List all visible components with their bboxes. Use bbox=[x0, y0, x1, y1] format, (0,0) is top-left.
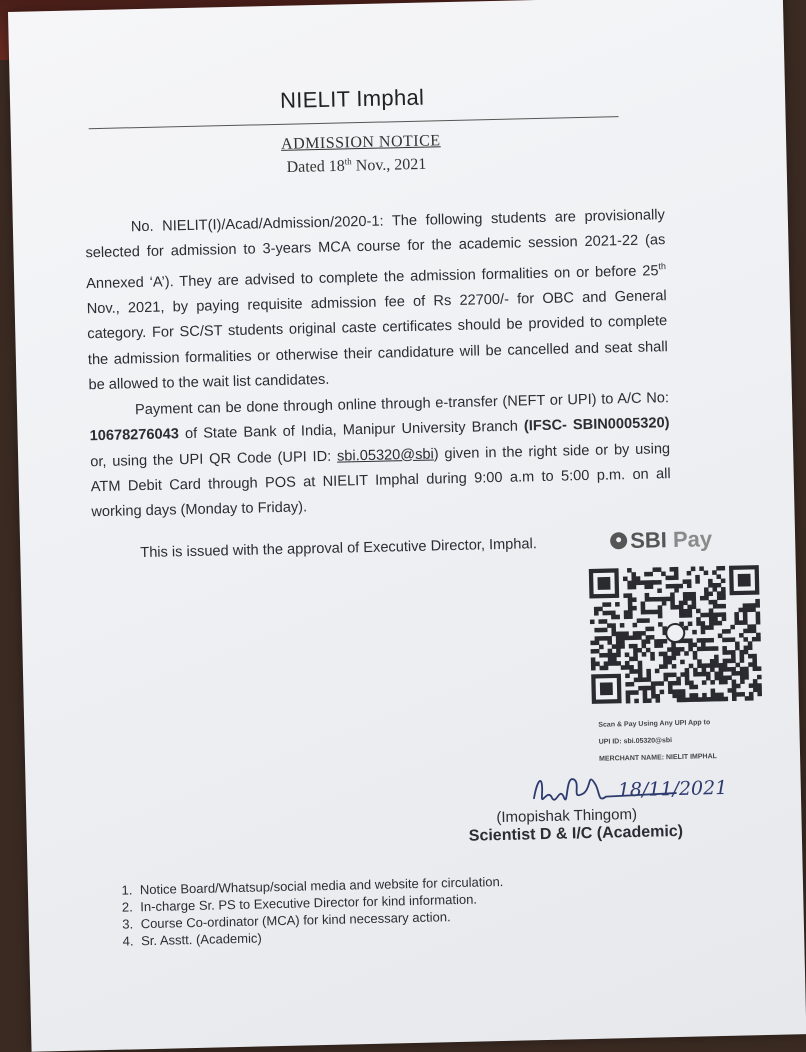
upi-qr-code bbox=[589, 565, 762, 704]
copy-to-item: 2. In-charge Sr. PS to Executive Director for kind information. bbox=[136, 890, 504, 915]
signer-name: (Imopishak Thingom) bbox=[496, 805, 638, 827]
document-title: NIELIT Imphal bbox=[279, 84, 425, 113]
copy-to-item: 4. Sr. Asstt. (Academic) bbox=[137, 924, 505, 949]
copy-to-item: 1. Notice Board/Whatsup/social media and website for circulation. bbox=[136, 873, 504, 898]
notice-date bbox=[286, 155, 426, 177]
payment-text-4: ) given in the right side or by using ATM Debit Card through POS at NIELIT Imphal during 9:00 a.m to 5:00 p.m. on all working days (Monday to Friday). bbox=[90, 440, 671, 521]
qr-caption-line-3: MERCHANT NAME: NIELIT IMPHAL bbox=[599, 753, 717, 763]
ifsc-code: (IFSC- SBIN0005320) bbox=[523, 415, 670, 435]
payment-paragraph bbox=[89, 386, 672, 526]
qr-caption bbox=[598, 714, 717, 768]
title-divider bbox=[89, 116, 619, 129]
notice-heading: ADMISSION NOTICE bbox=[280, 132, 441, 153]
approval-note: This is issued with the approval of Executive Director, Imphal. bbox=[140, 536, 538, 562]
copy-to-item: 3. Course Co-ordinator (MCA) for kind necessary action. bbox=[137, 907, 505, 932]
notice-document bbox=[8, 0, 806, 1052]
payment-text-3: or, using the UPI QR Code (UPI ID: bbox=[90, 448, 338, 470]
account-number: 10678276043 bbox=[89, 426, 180, 445]
notice-body bbox=[85, 203, 672, 526]
signer-designation: Scientist D & I/C (Academic) bbox=[468, 822, 684, 845]
notice-date-sup: th bbox=[344, 156, 352, 167]
copy-to-list bbox=[108, 873, 505, 950]
admission-sup: th bbox=[658, 260, 667, 272]
qr-code-icon bbox=[589, 565, 762, 704]
payment-text-1: Payment can be done through online through e-transfer (NEFT or UPI) to A/C No: bbox=[134, 389, 670, 418]
admission-text-1: No. NIELIT(I)/Acad/Admission/2020-1: The following students are provisionally selected for admission to 3-years MCA course for the academic session 2021-22 (as Annexed ‘A’). They are advised to complete the admission formalities on or before 25 bbox=[85, 207, 666, 292]
admission-text-2: Nov., 2021, by paying requisite admission fee of Rs 22700/- for OBC and General category. For SC/ST students original caste certificates should be provided to complete the admission formalities or otherwise their candidature will be cancelled and seat shall be allowed to the wait list candidates. bbox=[86, 288, 668, 394]
sbi-pay-logo bbox=[610, 526, 713, 554]
notice-date-suffix: Nov., 2021 bbox=[351, 155, 427, 175]
sbi-pay-brand-pay: Pay bbox=[666, 526, 713, 553]
payment-text-2: of State Bank of India, Manipur University Branch bbox=[178, 418, 525, 443]
admission-paragraph bbox=[85, 203, 669, 399]
sbi-icon bbox=[610, 532, 627, 549]
sbi-pay-brand-sbi: SBI bbox=[629, 527, 668, 554]
qr-caption-line-2: UPI ID: sbi.05320@sbi bbox=[598, 737, 673, 746]
qr-caption-line-1: Scan & Pay Using Any UPI App to bbox=[598, 719, 711, 729]
signature-date: 18/11/2021 bbox=[617, 776, 728, 802]
notice-date-prefix: Dated 18 bbox=[286, 157, 345, 177]
upi-id: sbi.05320@sbi bbox=[336, 445, 434, 465]
